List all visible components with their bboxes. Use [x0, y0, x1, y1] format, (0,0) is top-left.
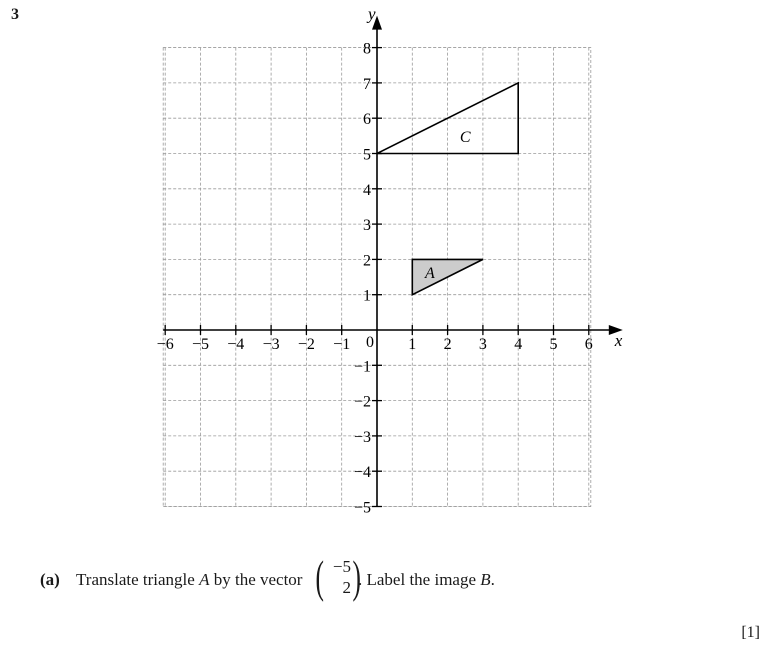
x-tick-label: −3: [262, 336, 280, 353]
part-a-text-end: [358, 570, 495, 590]
y-tick-label: −2: [353, 393, 371, 411]
question-number: 3: [11, 6, 19, 23]
text-after: . Label the image: [358, 570, 477, 589]
x-tick-label: −6: [156, 336, 174, 353]
image-label: B: [480, 570, 491, 589]
x-axis-label: x: [614, 331, 623, 350]
x-tick-label: 2: [443, 336, 452, 353]
text-before: Translate triangle: [76, 570, 195, 589]
translation-vector: [315, 551, 361, 602]
x-tick-label: 6: [584, 336, 593, 353]
left-paren: (: [315, 551, 324, 602]
vector-bottom: 2: [342, 578, 351, 597]
y-tick-label: 2: [363, 252, 371, 270]
y-tick-label: −5: [353, 499, 371, 517]
question-part-a: [40, 551, 740, 606]
marks-allocation: [1]: [741, 624, 760, 641]
triangle-c-label: C: [459, 128, 471, 146]
x-tick-label: −4: [227, 336, 245, 353]
y-tick-label: 4: [363, 181, 371, 199]
y-tick-label: 8: [363, 40, 371, 58]
text-end: .: [490, 570, 495, 589]
y-tick-label: 7: [363, 75, 371, 93]
y-tick-label: −4: [353, 464, 371, 482]
x-tick-label: −5: [191, 336, 210, 353]
part-label: (a): [40, 570, 60, 589]
y-tick-label: 1: [363, 287, 371, 305]
x-tick-label: 3: [478, 336, 487, 353]
x-tick-label: 1: [408, 336, 417, 353]
y-tick-label: −3: [353, 428, 371, 446]
text-middle: by the vector: [213, 570, 303, 589]
y-tick-label: 3: [363, 217, 371, 235]
x-tick-label: −1: [333, 336, 351, 353]
y-tick-label: 5: [363, 146, 371, 164]
x-tick-label: 5: [549, 336, 558, 353]
y-tick-label: −1: [353, 358, 371, 376]
x-tick-label: 4: [514, 336, 523, 353]
tick-labels: [157, 5, 623, 517]
origin-label: 0: [366, 334, 374, 351]
x-tick-label: −2: [297, 336, 315, 353]
y-axis-label: y: [368, 4, 376, 24]
triangle-name: A: [199, 570, 210, 589]
vector-top: −5: [332, 557, 351, 576]
triangle-a-label: A: [425, 264, 435, 282]
right-paren: ): [352, 551, 361, 602]
y-tick-label: 6: [363, 111, 371, 129]
part-a-text-start: [76, 570, 302, 590]
